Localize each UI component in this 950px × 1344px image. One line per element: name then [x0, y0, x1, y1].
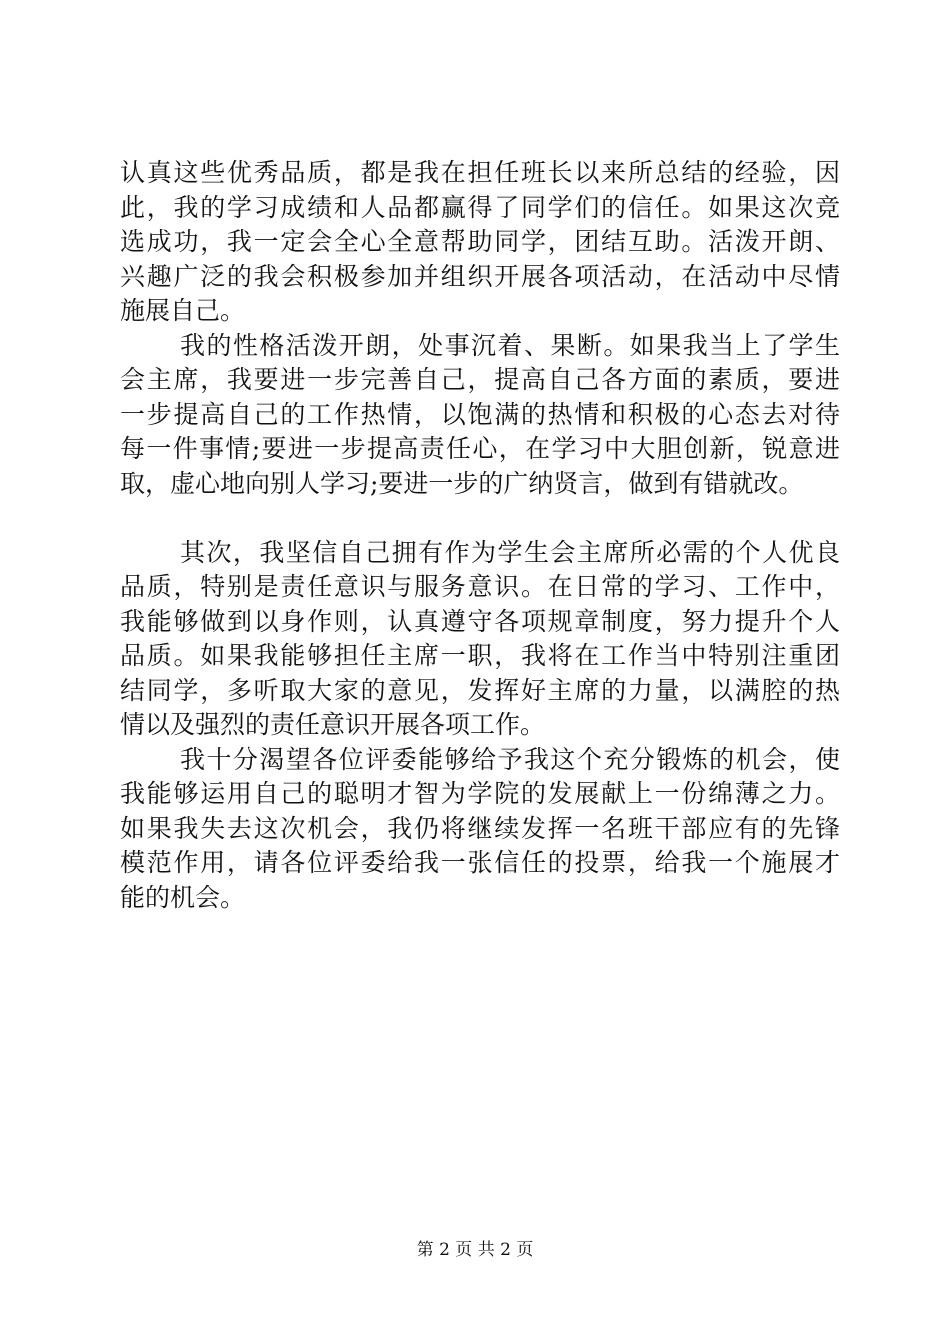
text-line: 结同学，多听取大家的意见，发挥好主席的力量，以满腔的热 — [120, 675, 840, 705]
text-line: 每一件事情;要进一步提高责任心，在学习中大胆创新，锐意进 — [120, 434, 840, 463]
text-line: 我十分渴望各位评委能够给予我这个充分锻炼的机会，使 — [180, 744, 840, 774]
paragraph-2 — [120, 329, 840, 502]
text-line: 品质。如果我能够担任主席一职，我将在工作当中特别注重团 — [120, 641, 840, 670]
text-line: 我能够做到以身作则，认真遵守各项规章制度，努力提升个人 — [120, 606, 840, 636]
paragraph-3 — [120, 536, 840, 743]
text-line: 模范作用，请各位评委给我一张信任的投票，给我一个施展才 — [120, 848, 840, 877]
text-line: 选成功，我一定会全心全意帮助同学，团结互助。活泼开朗、 — [120, 227, 840, 256]
text-line: 兴趣广泛的我会积极参加并组织开展各项活动，在活动中尽情 — [120, 261, 840, 291]
text-line: 其次，我坚信自己拥有作为学生会主席所必需的个人优良 — [180, 537, 840, 567]
paragraph-spacer — [120, 501, 840, 536]
text-line: 能的机会。 — [120, 882, 246, 912]
text-line: 品质，特别是责任意识与服务意识。在日常的学习、工作中， — [120, 572, 840, 601]
page-footer: 第 2 页 共 2 页 — [416, 1240, 534, 1260]
text-line: 会主席，我要进一步完善自己，提高自己各方面的素质，要进 — [120, 365, 840, 394]
text-line: 施展自己。 — [120, 296, 246, 325]
document-body — [120, 156, 840, 915]
text-line: 取，虚心地向别人学习;要进一步的广纳贤言，做到有错就改。 — [120, 468, 804, 498]
text-line: 我的性格活泼开朗，处事沉着、果断。如果我当上了学生 — [180, 330, 840, 360]
text-line: 情以及强烈的责任意识开展各项工作。 — [120, 710, 546, 739]
text-line: 认真这些优秀品质，都是我在担任班长以来所总结的经验，因 — [120, 158, 840, 187]
text-line: 如果我失去这次机会，我仍将继续发挥一名班干部应有的先锋 — [120, 813, 840, 843]
paragraph-4 — [120, 743, 840, 916]
text-line: 此，我的学习成绩和人品都赢得了同学们的信任。如果这次竞 — [120, 192, 840, 222]
text-line: 我能够运用自己的聪明才智为学院的发展献上一份绵薄之力。 — [120, 779, 840, 808]
paragraph-1 — [120, 156, 840, 329]
text-line: 一步提高自己的工作热情，以饱满的热情和积极的心态去对待 — [120, 399, 840, 429]
